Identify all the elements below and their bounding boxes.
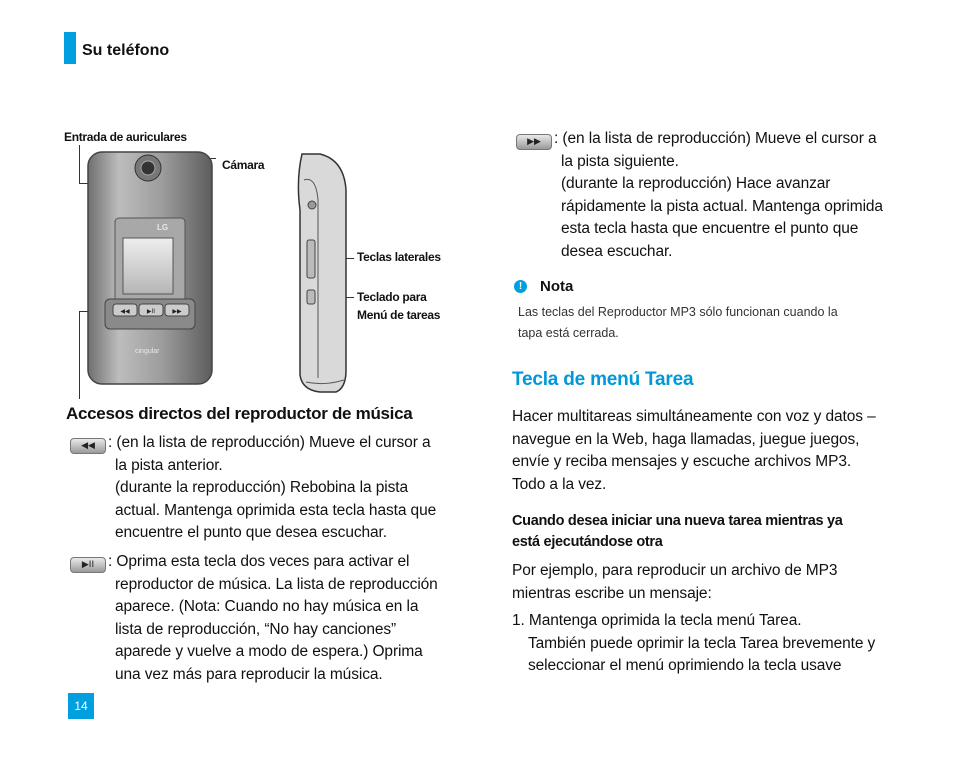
play-pause-key-icon: ▶II [70, 557, 106, 573]
task-intro-paragraph [512, 406, 922, 496]
text-line: tapa está cerrada. [518, 326, 619, 340]
text-line: una vez más para reproducir la música. [115, 665, 383, 683]
task-step-1 [512, 610, 932, 678]
fast-forward-key-icon: ▶▶ [516, 134, 552, 150]
text-line: reproductor de música. La lista de reproducción [115, 575, 438, 593]
text-line: seleccionar el menú oprimiendo la tecla usave [528, 657, 842, 674]
phone-carrier-logo: cingular [135, 348, 160, 355]
text-line: mientras escribe un mensaje: [512, 584, 712, 602]
label-side-keys: Teclas laterales [357, 250, 441, 264]
text-line: : Oprima esta tecla dos veces para activar el [108, 553, 410, 570]
text-line: (durante la reproducción) Hace avanzar [561, 175, 831, 192]
fast-forward-key-description [554, 128, 924, 263]
text-line: Todo a la vez. [512, 475, 607, 493]
note-text [518, 302, 898, 344]
text-line: rápidamente la pista actual. Mantenga oprimida [561, 197, 883, 215]
text-line: encuentre el punto que desea escuchar. [115, 524, 387, 541]
label-task-keypad-line1: Teclado para [357, 290, 427, 304]
task-example-paragraph [512, 560, 922, 605]
text-line: Hacer multitareas simultáneamente con voz y datos – [512, 408, 876, 425]
svg-text:◀◀: ◀◀ [120, 308, 130, 315]
text-line: : (en la lista de reproducción) Mueve el cursor a [108, 434, 431, 451]
text-line: 1. Mantenga oprimida la tecla menú Tarea. [512, 612, 802, 629]
text-line: desea escuchar. [561, 242, 673, 260]
text-line: está ejecutándose otra [512, 534, 663, 550]
task-menu-heading: Tecla de menú Tarea [512, 369, 694, 390]
text-line: Cuando desea iniciar una nueva tarea mientras ya [512, 513, 843, 529]
text-line: aparede y vuelve a modo de espera.) Oprima [115, 643, 423, 660]
text-line: Las teclas del Reproductor MP3 sólo funcionan cuando la [518, 305, 838, 319]
text-line: aparece. (Nota: Cuando no hay música en la [115, 598, 419, 615]
label-camera: Cámara [222, 158, 265, 172]
label-earphone-jack: Entrada de auriculares [64, 130, 187, 144]
text-line: (durante la reproducción) Rebobina la pista [115, 479, 408, 496]
phone-front-illustration [85, 148, 215, 388]
text-line: envíe y reciba mensajes y escuche archivos MP3. [512, 453, 852, 470]
note-exclamation-icon: ! [514, 280, 527, 293]
play-pause-key-description [108, 551, 468, 686]
phone-side-illustration [290, 150, 350, 395]
text-line: esta tecla hasta que encuentre el punto que [561, 220, 859, 237]
rewind-key-icon: ◀◀ [70, 438, 106, 454]
text-line: la pista anterior. [115, 456, 223, 474]
task-subtitle [512, 511, 912, 553]
label-task-keypad-line2: Menú de tareas [357, 308, 441, 322]
page-header-title: Su teléfono [82, 42, 170, 59]
page-number: 14 [68, 693, 94, 719]
text-line: navegue en la Web, haga llamadas, juegue juegos, [512, 430, 860, 448]
text-line: También puede oprimir la tecla Tarea brevemente y [528, 634, 876, 652]
label-task-keypad [357, 288, 440, 324]
phone-lg-logo: LG [157, 223, 169, 232]
rewind-key-description [108, 432, 468, 545]
leader-line-earphone [79, 145, 80, 183]
text-line: lista de reproducción, “No hay canciones” [115, 620, 397, 638]
text-line: Por ejemplo, para reproducir un archivo de MP3 [512, 562, 838, 579]
leader-line-music-keys [79, 311, 80, 399]
svg-text:▶▶: ▶▶ [172, 308, 182, 315]
text-line: la pista siguiente. [561, 152, 679, 170]
text-line: actual. Mantenga oprimida esta tecla hasta que [115, 501, 437, 519]
music-shortcuts-title: Accesos directos del reproductor de música [66, 404, 413, 423]
note-title: Nota [540, 278, 574, 295]
header-accent-bar [64, 32, 76, 64]
svg-text:▶II: ▶II [146, 308, 156, 315]
text-line: : (en la lista de reproducción) Mueve el cursor a [554, 130, 877, 147]
